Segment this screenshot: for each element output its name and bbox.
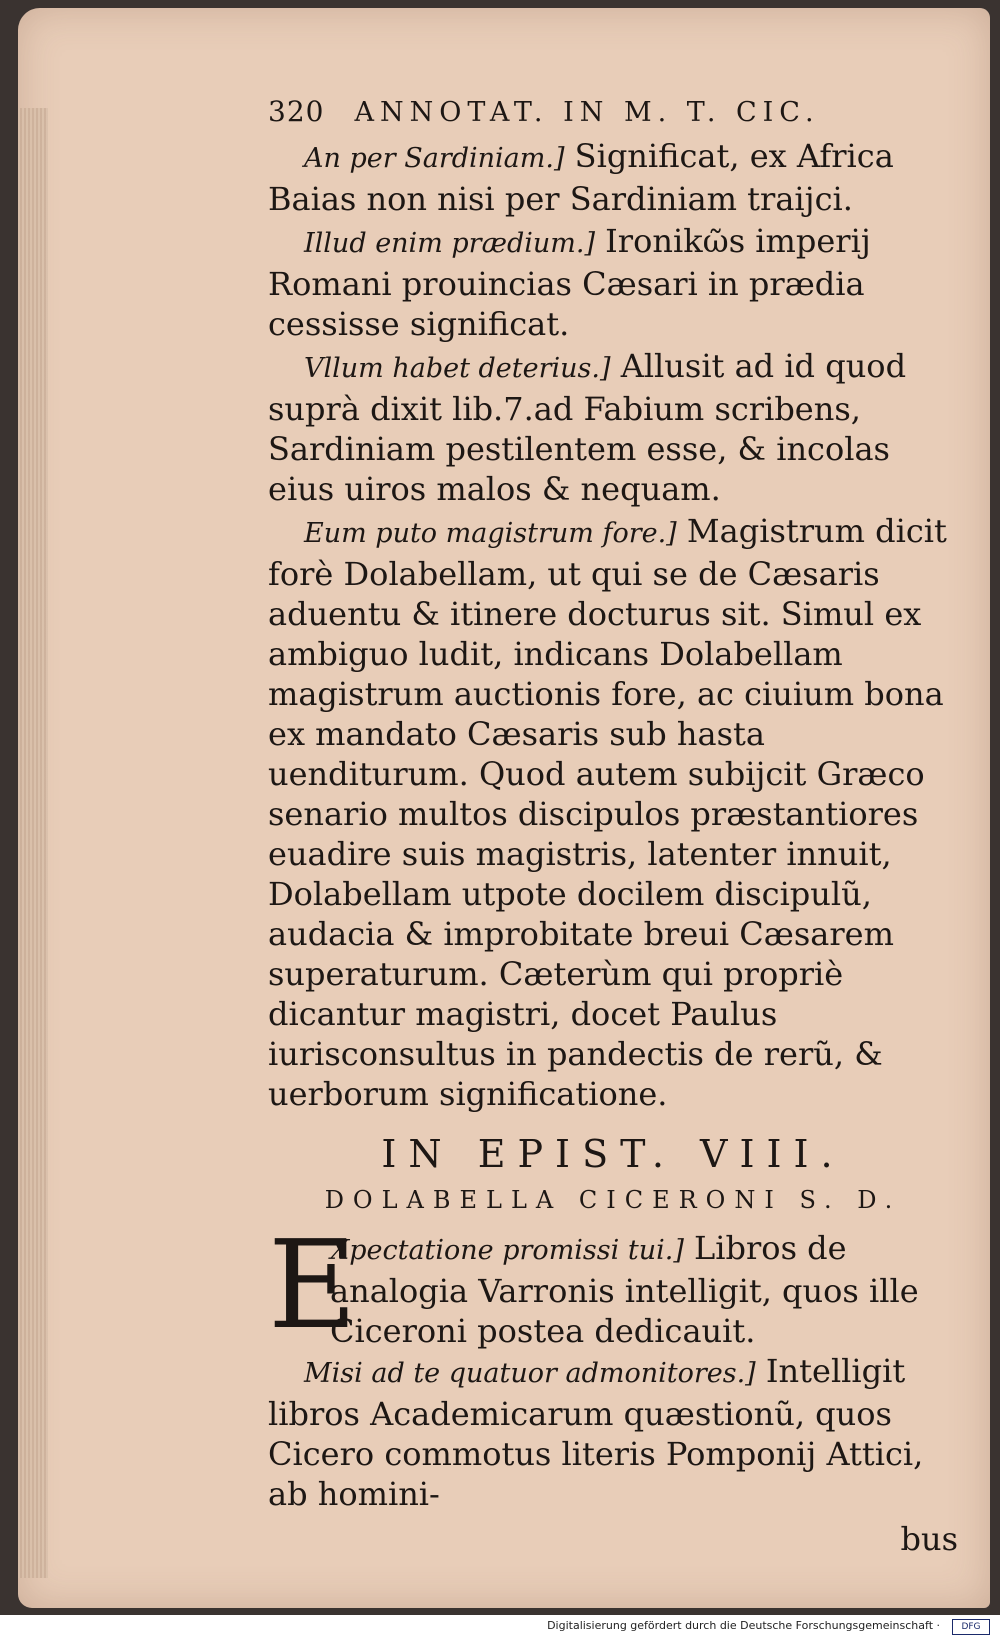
- annotation-text: Intelligit libros Academicarum quæstionũ, quos Cicero commotus literis Pomponij Attici, ab homini-: [268, 1352, 924, 1513]
- page-edges: [18, 108, 48, 1578]
- annotation-2: [268, 221, 958, 344]
- lemma: Misi ad te quatuor admonitores.]: [304, 1358, 756, 1389]
- running-head: [268, 95, 958, 128]
- section-heading: IN EPIST. VIII.: [381, 1132, 845, 1176]
- catchword: bus: [900, 1520, 958, 1558]
- dropcap-annotation: [268, 1214, 958, 1356]
- lemma: Xpectatione promissi tui.]: [330, 1235, 684, 1266]
- annotation-3: [268, 346, 958, 509]
- annotation-text: Significat, ex Africa Baias non nisi per Sardiniam traijci.: [268, 137, 894, 218]
- running-title: ANNOTAT. IN M. T. CIC.: [354, 97, 820, 128]
- page-number: 320: [268, 95, 325, 128]
- digitization-credit: Digitalisierung gefördert durch die Deutsche Forschungsgemeinschaft ·: [0, 1615, 1000, 1637]
- annotation-4: [268, 511, 958, 1114]
- dfg-logo: DFG: [952, 1619, 990, 1635]
- letter-heading: DOLABELLA CICERONI S. D.: [324, 1186, 902, 1214]
- lemma: Eum puto magistrum fore.]: [304, 518, 677, 549]
- annotation-text: Magistrum dicit forè Dolabellam, ut qui se de Cæsaris aduentu & itinere docturus sit. Simul ex ambiguo ludit, indicans Dolabellam magistrum auctionis fore, ac ciuium bona ex mandato Cæsaris sub hasta uenditurum. Quod autem subijcit Græco senario multos discipulos præstantiores euadire suis magistris, latenter innuit, Dolabellam utpote docilem discipulũ, audacia & improbitate breui Cæsarem superaturum. Cæterùm qui propriè dicantur magistri, docet Paulus iurisconsultus in pandectis de rerũ, & uerborum significatione.: [268, 512, 947, 1113]
- drop-capital: E: [268, 1214, 358, 1356]
- lemma: An per Sardiniam.]: [304, 143, 565, 174]
- lemma: Illud enim prædium.]: [304, 228, 595, 259]
- lemma: Vllum habet deterius.]: [304, 353, 611, 384]
- annotation-text: Libros de analogia Varronis intelligit, quos ille Ciceroni postea dedicauit.: [330, 1229, 919, 1350]
- annotation-text: Allusit ad id quod suprà dixit lib.7.ad Fabium scribens, Sardiniam pestilentem esse, & incolas eius uiros malos & nequam.: [268, 347, 907, 508]
- page-text: [268, 95, 958, 1558]
- annotation-5: [268, 1351, 958, 1514]
- annotation-text: Ironikῶs imperij Romani prouincias Cæsari in prædia cessisse significat.: [268, 222, 871, 343]
- annotation-1: [268, 136, 958, 219]
